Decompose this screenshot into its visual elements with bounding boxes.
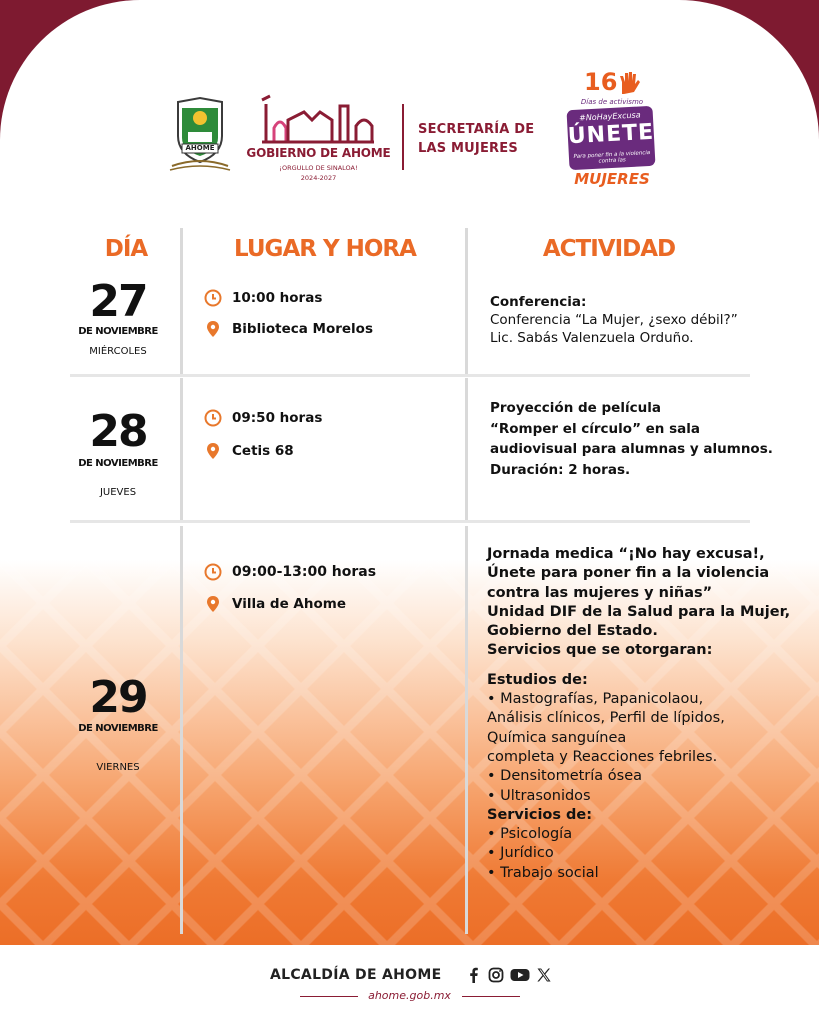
secretaria-line1: SECRETARÍA DE [418, 122, 535, 137]
skyline-icon [260, 94, 376, 144]
row2-place-text: Cetis 68 [232, 443, 294, 459]
gov-years: 2024-2027 [300, 174, 337, 182]
row3-activity-line: completa y Reacciones febriles. [487, 748, 718, 765]
youtube-icon[interactable] [510, 967, 530, 983]
row3-place-text: Villa de Ahome [232, 596, 346, 612]
location-pin-icon [204, 320, 222, 338]
row3-activity-line: • Jurídico [487, 845, 554, 862]
row2-activity-line: Proyección de película [490, 400, 661, 416]
footer-rule-right [462, 996, 520, 997]
row3-activity-line: Servicios de: [487, 806, 593, 823]
unete-sub-text: Para poner fin a la violencia contra las [573, 149, 651, 165]
hashtag-text: #NoHayExcusa [578, 110, 641, 123]
row3-weekday: VIERNES [96, 762, 140, 773]
row3-activity-line: Gobierno del Estado. [487, 623, 658, 640]
row2-activity-line: “Romper el círculo” en sala [490, 420, 700, 437]
row3-time [204, 563, 376, 581]
row1-activity-line: Conferencia “La Mujer, ¿sexo débil?” [490, 312, 738, 328]
location-pin-icon [204, 595, 222, 613]
activism-number: 16 [584, 68, 618, 96]
row1-day: 27 [89, 276, 147, 327]
secretaria-title [418, 120, 558, 158]
coat-of-arms-logo [168, 96, 232, 174]
row2-activity [490, 398, 800, 480]
clock-icon [204, 289, 222, 307]
header [0, 60, 819, 200]
gov-slogan: ¡ORGULLO DE SINALOA! [279, 164, 358, 172]
row2-weekday: JUEVES [99, 487, 137, 498]
row3-activity-line: • Ultrasonidos [487, 787, 591, 804]
row3-activity-line: • Densitometría ósea [487, 768, 643, 785]
row1-time-text: 10:00 horas [232, 290, 323, 306]
row1-time [204, 289, 322, 307]
row3-activity-line: Estudios de: [487, 671, 588, 688]
clock-icon [204, 563, 222, 581]
x-icon[interactable] [536, 967, 552, 983]
row3-activity-line: Análisis clínicos, Perfil de lípidos, [487, 710, 725, 727]
row1-place-text: Biblioteca Morelos [232, 321, 373, 337]
vline-2a [465, 228, 468, 375]
row3-activity-line: Servicios que se otorgaran: [487, 642, 713, 659]
vline-2c [465, 526, 468, 934]
clock-icon [204, 409, 222, 427]
unete-text: ÚNETE [567, 119, 655, 150]
secretaria-line2: LAS MUJERES [418, 141, 518, 156]
row3-activity-line: Química sanguínea [487, 729, 627, 746]
row2-activity-line: Duración: 2 horas. [490, 461, 631, 478]
footer-url[interactable]: ahome.gob.mx [368, 989, 451, 1002]
activism-days-text: Días de activismo [580, 98, 644, 106]
row3-activity-line: Jornada medica “¡No hay excusa!, [487, 546, 765, 562]
vline-1a [180, 228, 183, 375]
hand-icon [616, 70, 642, 96]
activism-logo [562, 68, 662, 193]
hline-2 [70, 520, 750, 523]
row2-activity-line: audiovisual para alumnas y alumnos. [490, 441, 773, 457]
row3-month: DE NOVIEMBRE [78, 723, 158, 734]
column-dia: DÍA [104, 236, 148, 262]
hline-1 [70, 374, 750, 377]
gobierno-logo [246, 94, 391, 184]
social-icons [466, 967, 552, 983]
row3-activity-line: contra las mujeres y niñas” [487, 584, 713, 601]
row2-time-text: 09:50 horas [232, 410, 323, 426]
vline-2b [465, 378, 468, 523]
location-pin-icon [204, 442, 222, 460]
row1-activity-line: Lic. Sabás Valenzuela Orduño. [490, 330, 694, 346]
footer [0, 945, 819, 1024]
vline-1b [180, 378, 183, 523]
row3-time-text: 09:00-13:00 horas [232, 564, 377, 580]
row3-activity-line: • Trabajo social [487, 864, 599, 881]
facebook-icon[interactable] [466, 967, 482, 983]
row2-month: DE NOVIEMBRE [78, 458, 158, 469]
row2-place [204, 442, 294, 460]
row3-place [204, 595, 346, 613]
coat-label: AHOME [185, 144, 215, 152]
mujeres-text: MUJERES [574, 170, 650, 188]
row2-time [204, 409, 322, 427]
footer-title: ALCALDÍA DE AHOME [270, 967, 442, 983]
header-divider [402, 104, 404, 170]
row3-activity-line: Unidad DIF de la Salud para la Mujer, [487, 603, 791, 620]
column-lugar-hora: LUGAR Y HORA [234, 236, 416, 262]
unete-box [566, 106, 655, 170]
row3-day: 29 [89, 672, 147, 723]
row1-activity [490, 293, 800, 347]
gov-title: GOBIERNO DE AHOME [246, 146, 391, 160]
instagram-icon[interactable] [488, 967, 504, 983]
row3-activity [487, 545, 797, 883]
row3-activity-line: • Psicología [487, 826, 573, 843]
row1-place [204, 320, 373, 338]
row2-day: 28 [89, 406, 147, 457]
vline-1c [180, 526, 183, 934]
row1-weekday: MIÉRCOLES [89, 346, 147, 357]
row1-month: DE NOVIEMBRE [78, 326, 158, 337]
row3-activity-line: • Mastografías, Papanicolaou, [487, 691, 704, 708]
column-actividad: ACTIVIDAD [542, 236, 676, 262]
row1-activity-line: Conferencia: [490, 294, 587, 310]
row3-activity-line: Únete para poner fin a la violencia [487, 565, 770, 582]
